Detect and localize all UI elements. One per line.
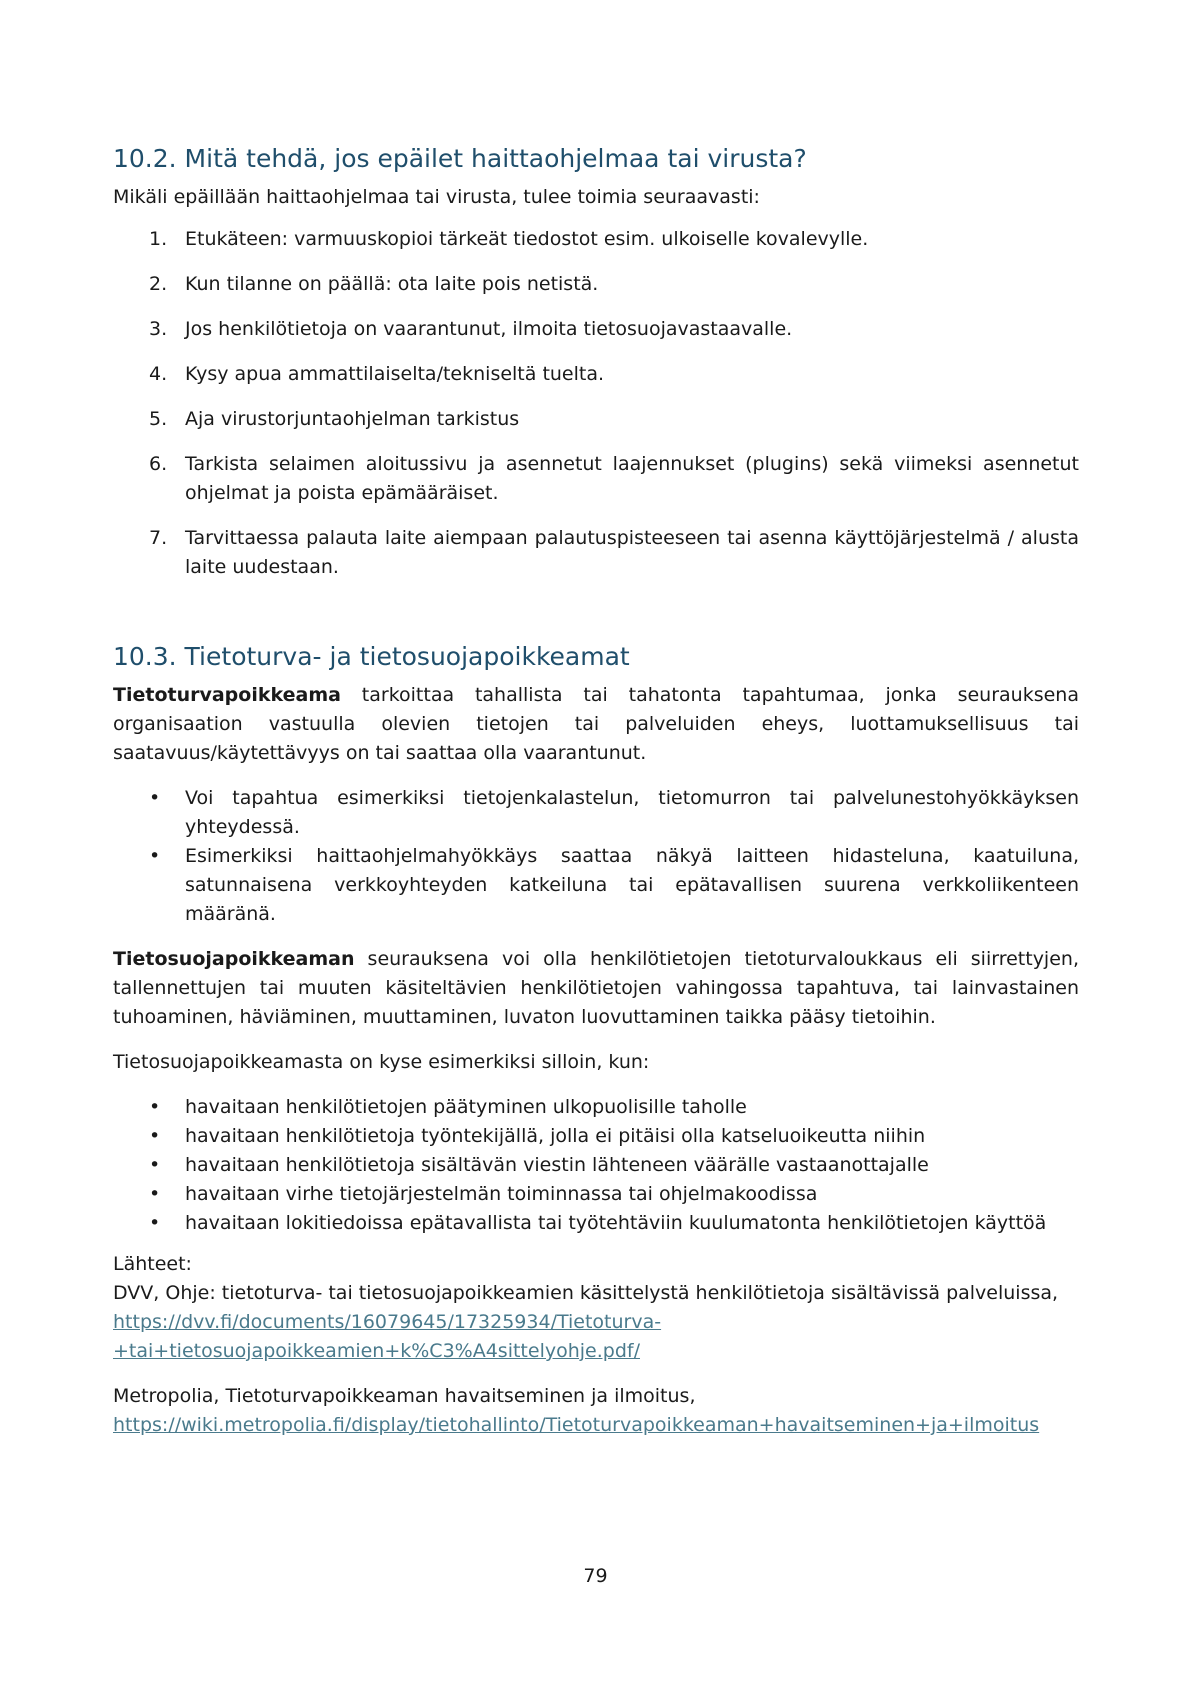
definition-paragraph: Tietosuojapoikkeaman seurauksena voi olla henkilötietojen tietoturvaloukkaus eli siirrettyjen, tallennettujen tai muuten käsiteltävien henkilötietojen vahingossa tapahtuva, tai lainvastainen tuhoaminen, häviäminen, muuttaminen, luvaton luovuttaminen taikka pääsy tietoihin. <box>113 948 1079 1028</box>
source-citation: DVV, Ohje: tietoturva- tai tietosuojapoikkeamien käsittelystä henkilötietoja sisältävissä palveluissa, <box>113 1282 1059 1304</box>
list-item: • havaitaan henkilötietojen päätyminen ulkopuolisille taholle <box>149 1096 747 1118</box>
list-item: • havaitaan virhe tietojärjestelmän toiminnassa tai ohjelmakoodissa <box>149 1183 818 1205</box>
term-bold: Tietoturvapoikkeama <box>113 684 341 706</box>
source-link[interactable] <box>113 1411 1079 1440</box>
page-number: 79 <box>583 1565 608 1587</box>
source-link-dvv[interactable]: https://dvv.fi/documents/16079645/17325934/Tietoturva- <box>113 1311 662 1333</box>
bullet-list <box>113 1093 1079 1238</box>
list-item: 3. Jos henkilötietoja on vaarantunut, ilmoita tietosuojavastaavalle. <box>149 318 793 340</box>
source-citation: Metropolia, Tietoturvapoikkeaman havaitseminen ja ilmoitus, <box>113 1385 696 1407</box>
list-item: • havaitaan henkilötietoja työntekijällä, jolla ei pitäisi olla katseluoikeutta niihin <box>149 1125 926 1147</box>
document-page <box>113 0 1079 1440</box>
section-heading-10-2: 10.2. Mitä tehdä, jos epäilet haittaohjelmaa tai virusta? <box>113 144 807 173</box>
sources-label: Lähteet: <box>113 1253 192 1275</box>
steps-list <box>113 225 1079 582</box>
list-item: 5. Aja virustorjuntaohjelman tarkistus <box>149 408 520 430</box>
list-item: • Voi tapahtua esimerkiksi tietojenkalastelun, tietomurron tai palvelunestohyökkäyksen yhteydessä. <box>149 787 1079 838</box>
paragraph: Tietosuojapoikkeamasta on kyse esimerkiksi silloin, kun: <box>113 1051 650 1073</box>
section-heading-10-3: 10.3. Tietoturva- ja tietosuojapoikkeamat <box>113 642 630 671</box>
term-bold: Tietosuojapoikkeaman <box>113 948 355 970</box>
list-item: 6. Tarkista selaimen aloitussivu ja asennetut laajennukset (plugins) sekä viimeksi asennetut ohjelmat ja poista epämääräiset. <box>149 453 1079 504</box>
list-item: 4. Kysy apua ammattilaiselta/tekniseltä tuelta. <box>149 363 605 385</box>
list-item: 7. Tarvittaessa palauta laite aiempaan palautuspisteeseen tai asenna käyttöjärjestelmä / alusta laite uudestaan. <box>149 527 1079 578</box>
list-item: • havaitaan henkilötietoja sisältävän viestin lähteneen väärälle vastaanottajalle <box>149 1154 929 1176</box>
list-item: 2. Kun tilanne on päällä: ota laite pois netistä. <box>149 273 599 295</box>
section-intro: Mikäli epäillään haittaohjelmaa tai virusta, tulee toimia seuraavasti: <box>113 186 760 208</box>
list-item: • havaitaan lokitiedoissa epätavallista tai työtehtäviin kuulumatonta henkilötietojen käyttöä <box>149 1212 1047 1234</box>
source-link[interactable] <box>113 1308 1079 1366</box>
bullet-list <box>113 784 1079 929</box>
list-item: 1. Etukäteen: varmuuskopioi tärkeät tiedostot esim. ulkoiselle kovalevylle. <box>149 228 869 250</box>
definition-paragraph: Tietoturvapoikkeama tarkoittaa tahallista tai tahatonta tapahtumaa, jonka seurauksena organisaation vastuulla olevien tietojen tai palveluiden eheys, luottamuksellisuus tai saatavuus/käytettävyys on tai saattaa olla vaarantunut. <box>113 684 1079 764</box>
source-link-metropolia[interactable]: https://wiki.metropolia.fi/display/tietohallinto/Tietoturvapoikkeaman+havaitseminen+ja+ilmoitus <box>113 1414 1040 1436</box>
list-item: • Esimerkiksi haittaohjelmahyökkäys saattaa näkyä laitteen hidasteluna, kaatuiluna, satunnaisena verkkoyhteyden katkeiluna tai epätavallisen suurena verkkoliikenteen määränä. <box>149 845 1079 925</box>
source-link-dvv-cont[interactable]: +tai+tietosuojapoikkeamien+k%C3%A4sittelyohje.pdf/ <box>113 1340 640 1362</box>
